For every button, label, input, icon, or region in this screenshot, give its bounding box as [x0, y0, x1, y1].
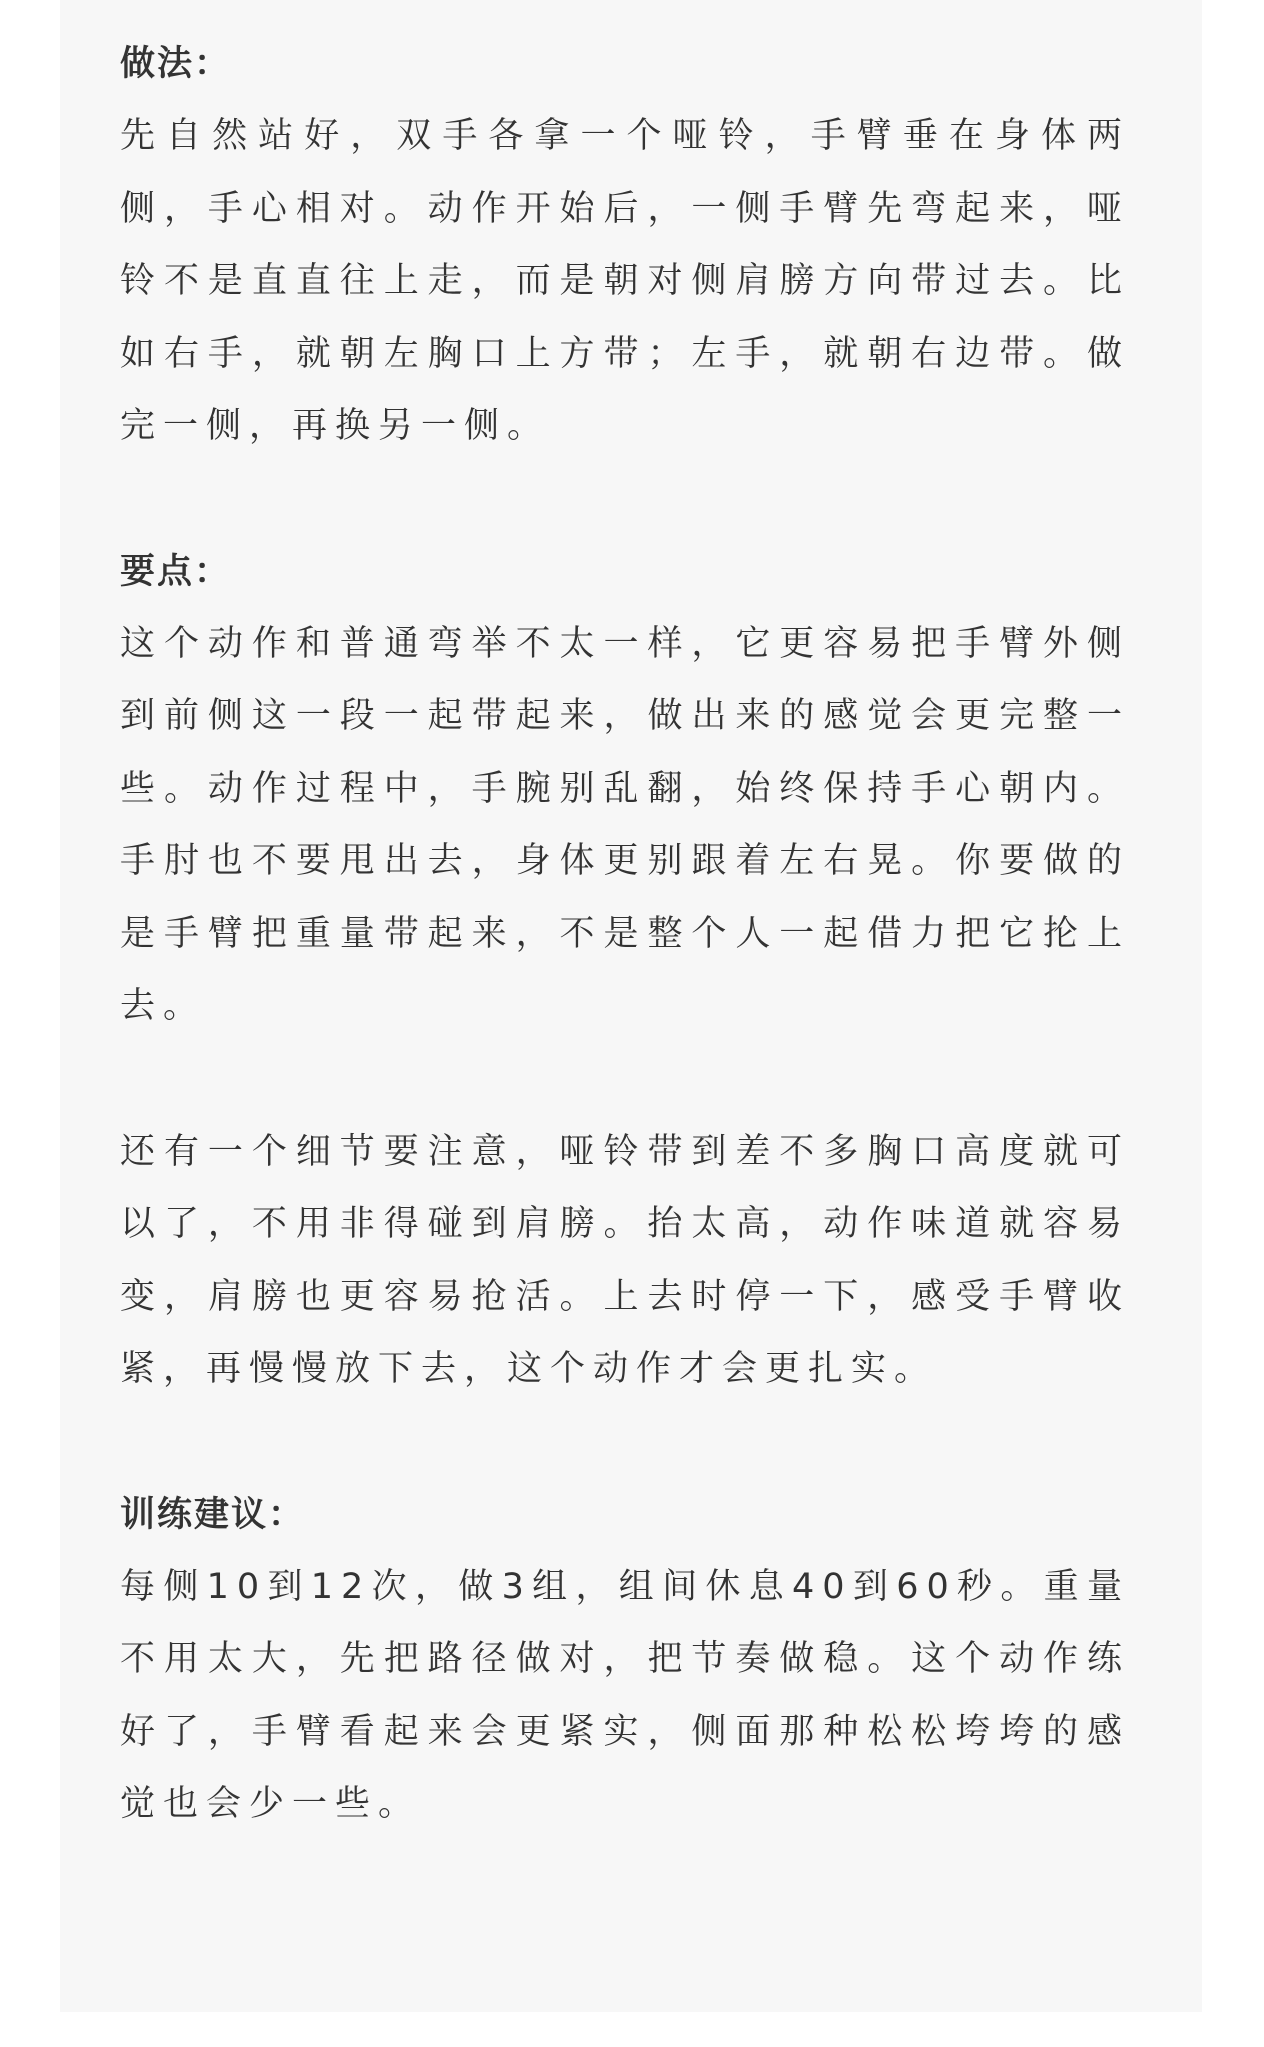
- section-heading-training-advice: 训练建议：: [120, 1494, 306, 1535]
- key-points-paragraph-1: 这个动作和普通弯举不太一样，它更容易把手臂外侧到前侧这一段一起带起来，做出来的感觉会更完整一些。动作过程中，手腕别乱翻，始终保持手心朝内。手肘也不要甩出去，身体更别跟着左右晃。你要做的是手臂把重量带起来，不是整个人一起借力把它抡上去。: [120, 623, 1130, 1026]
- section-heading-key-points: 要点：: [120, 551, 232, 592]
- section-spacer: [120, 1406, 1130, 1479]
- section-heading-method: 做法：: [120, 44, 232, 84]
- section-spacer: [120, 463, 1130, 536]
- method-paragraph: 先自然站好，双手各拿一个哑铃，手臂垂在身体两侧，手心相对。动作开始后，一侧手臂先弯起来，哑铃不是直直往上走，而是朝对侧肩膀方向带过去。比如右手，就朝左胸口上方带；左手，就朝右边带。做完一侧，再换另一侧。: [120, 116, 1130, 446]
- training-advice-paragraph: 每侧10到12次，做3组，组间休息40到60秒。重量不用太大，先把路径做对，把节奏做稳。这个动作练好了，手臂看起来会更紧实，侧面那种松松垮垮的感觉也会少一些。: [120, 1566, 1130, 1824]
- article-content: [120, 28, 1130, 1841]
- article-card: [60, 0, 1202, 2012]
- key-points-paragraph-2: 还有一个细节要注意，哑铃带到差不多胸口高度就可以了，不用非得碰到肩膀。抬太高，动作味道就容易变，肩膀也更容易抢活。上去时停一下，感受手臂收紧，再慢慢放下去，这个动作才会更扎实。: [120, 1131, 1130, 1389]
- paragraph-spacer: [120, 1043, 1130, 1116]
